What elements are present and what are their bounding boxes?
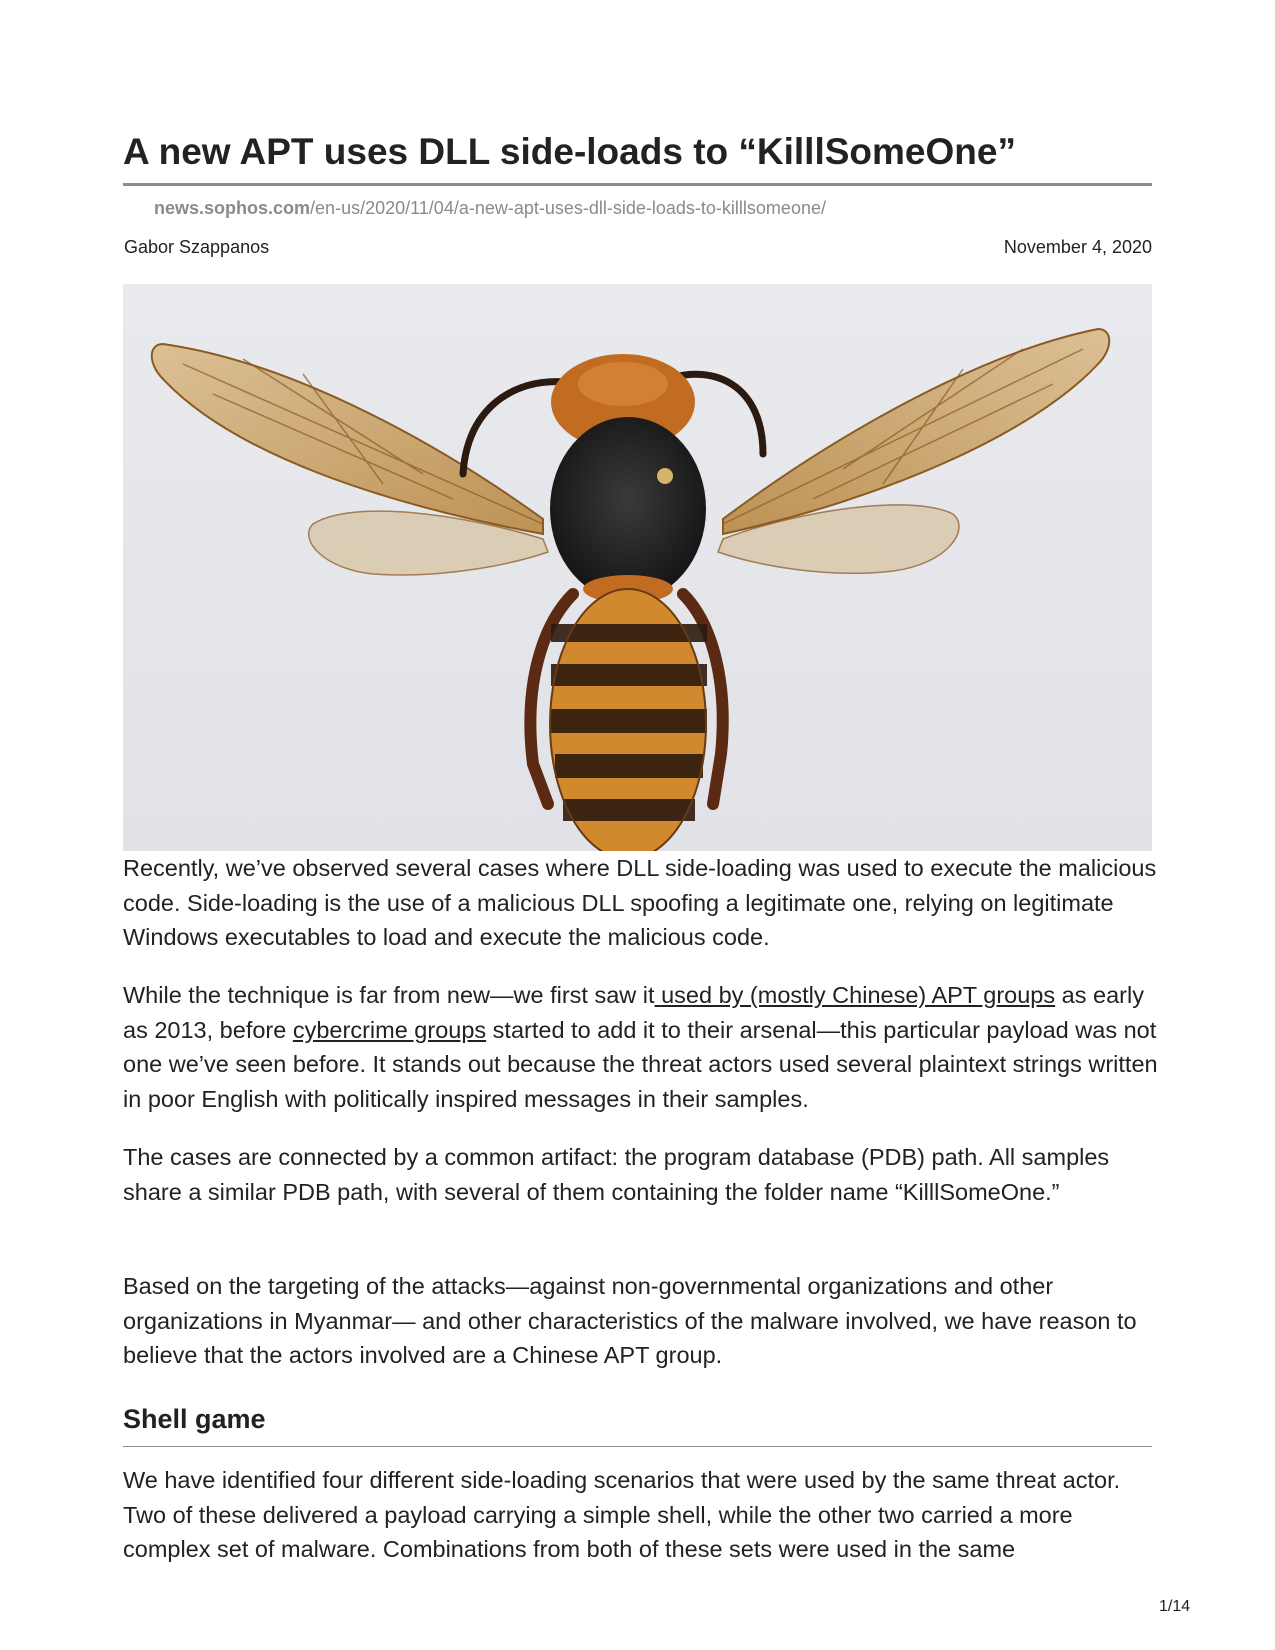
link-cybercrime-groups[interactable]: cybercrime groups bbox=[292, 1016, 487, 1043]
paragraph-text: started to add it to their arsenal—this particular payload was not one we’ve seen before. It stands out because the threat actors used several plaintext strings written in poor English with politically inspired messages in their samples. bbox=[123, 1016, 1158, 1112]
paragraph-text: While the technique is far from new—we first saw it bbox=[123, 982, 655, 1008]
paragraph-pdb-path: The cases are connected by a common artifact: the program database (PDB) path. All samples share a similar PDB path, with several of them containing the folder name “KilllSomeOne.” bbox=[123, 1144, 1110, 1205]
paragraph-intro: Recently, we’ve observed several cases where DLL side-loading was used to execute the malicious code. Side-loading is the use of a malicious DLL spoofing a legitimate one, relying on legitimate Windows executables to load and execute the malicious code. bbox=[123, 855, 1157, 950]
source-path[interactable]: /en-us/2020/11/04/a-new-apt-uses-dll-side-loads-to-killlsomeone/ bbox=[310, 198, 826, 218]
article-title: A new APT uses DLL side-loads to “KilllSomeOne” bbox=[123, 131, 1016, 172]
section-divider bbox=[123, 1446, 1152, 1447]
source-domain[interactable]: news.sophos.com bbox=[154, 198, 311, 218]
paragraph-text: as early as 2013, before bbox=[123, 982, 1144, 1043]
hero-image-hornet bbox=[123, 284, 1152, 851]
article-date: November 4, 2020 bbox=[1003, 237, 1152, 257]
article-author: Gabor Szappanos bbox=[124, 237, 270, 257]
paragraph-targeting: Based on the targeting of the attacks—against non-governmental organizations and other organizations in Myanmar— and other characteristics of the malware involved, we have reason to believe that the actors involved are a Chinese APT group. bbox=[123, 1273, 1137, 1368]
page-number: 1/14 bbox=[1159, 1598, 1191, 1615]
paragraph-technique bbox=[123, 978, 1158, 1116]
paragraph-scenarios: We have identified four different side-loading scenarios that were used by the same threat actor. Two of these delivered a payload carrying a simple shell, while the other two carried a more complex set of malware. Combinations from both of these sets were used in the same bbox=[123, 1467, 1121, 1562]
source-url[interactable] bbox=[154, 197, 826, 219]
section-heading: Shell game bbox=[123, 1404, 266, 1434]
link-apt-groups[interactable]: used by (mostly Chinese) APT groups bbox=[654, 982, 1056, 1008]
title-divider bbox=[123, 183, 1152, 186]
hornet-illustration bbox=[123, 284, 1152, 851]
